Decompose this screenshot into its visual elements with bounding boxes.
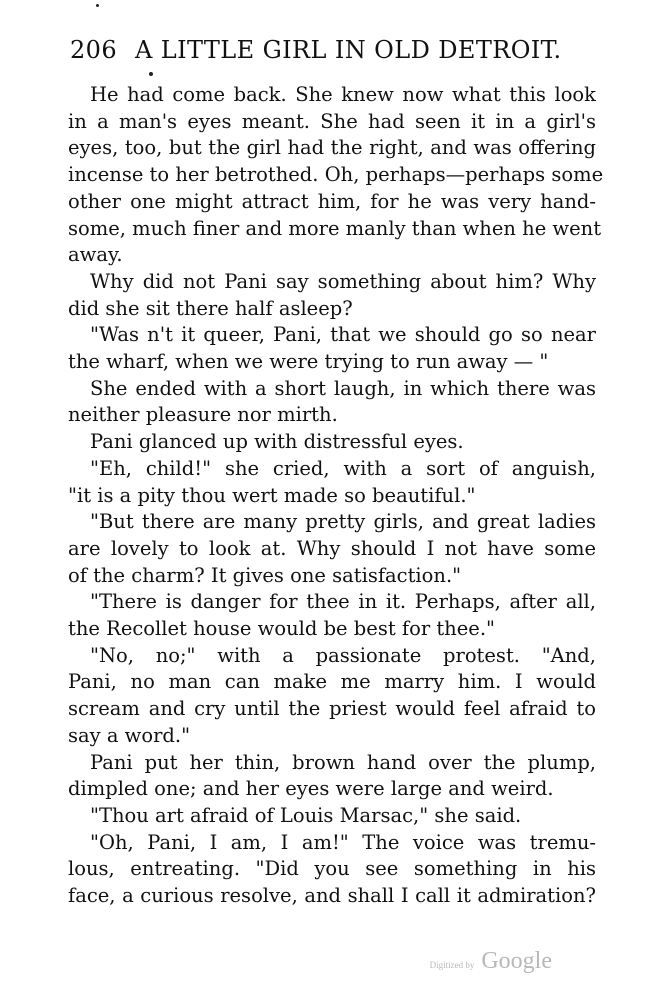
text-line: eyes, too, but the girl had the right, and was offering [68,136,596,160]
page-header [70,36,610,64]
text-line: Why did not Pani say something about him? Why [90,269,596,293]
text-line: in a man's eyes meant. She had seen it in a girl's [68,109,596,133]
text-line: She ended with a short laugh, in which there was [90,376,596,400]
digitized-watermark [430,948,552,975]
text-line: lous, entreating. "Did you see something in his [68,857,596,881]
text-line: He had come back. She knew now what this look [90,83,596,106]
watermark-prefix: Digitized by [429,960,475,970]
text-line: other one might attract him, for he was very hand- [68,189,596,213]
text-line: "Thou art afraid of Louis Marsac," she said. [90,803,522,827]
body-text [68,82,604,910]
google-logo: Google [481,948,552,974]
text-line: away. [68,243,123,267]
text-line: "it is a pity thou wert made so beautiful." [68,483,476,507]
text-line: "But there are many pretty girls, and great ladies [90,510,596,534]
text-line: "There is danger for thee in it. Perhaps, after all, [90,590,596,614]
text-line: some, much finer and more manly than when he went [68,216,602,240]
text-line: face, a curious resolve, and shall I call it admiration? [68,884,596,908]
text-line: scream and cry until the priest would feel afraid to [68,697,596,721]
text-line: "Was n't it queer, Pani, that we should go so near [90,323,596,347]
ink-speck [96,4,99,7]
text-line: Pani, no man can make me marry him. I would [68,670,596,694]
text-line: "Eh, child!" she cried, with a sort of anguish, [90,456,596,480]
text-line: say a word." [68,723,191,747]
text-line: dimpled one; and her eyes were large and weird. [68,777,554,801]
text-line: Pani glanced up with distressful eyes. [90,430,464,454]
page-number: 206 [70,36,118,64]
text-line: incense to her betrothed. Oh, perhaps—perhaps some [68,163,604,187]
text-line: neither pleasure nor mirth. [68,403,338,427]
text-line: the Recollet house would be best for thee." [68,617,495,641]
text-line: Pani put her thin, brown hand over the plump, [90,750,596,774]
text-line: did she sit there half asleep? [68,296,353,320]
text-line: are lovely to look at. Why should I not have some [68,536,596,560]
text-line: of the charm? It gives one satisfaction." [68,563,462,587]
text-line: "No, no;" with a passionate protest. "And, [90,643,596,667]
ink-speck [149,72,153,76]
text-line: the wharf, when we were trying to run away — " [68,350,549,374]
running-title: A LITTLE GIRL IN OLD DETROIT. [135,36,562,64]
text-line: "Oh, Pani, I am, I am!" The voice was tremu- [90,830,596,854]
